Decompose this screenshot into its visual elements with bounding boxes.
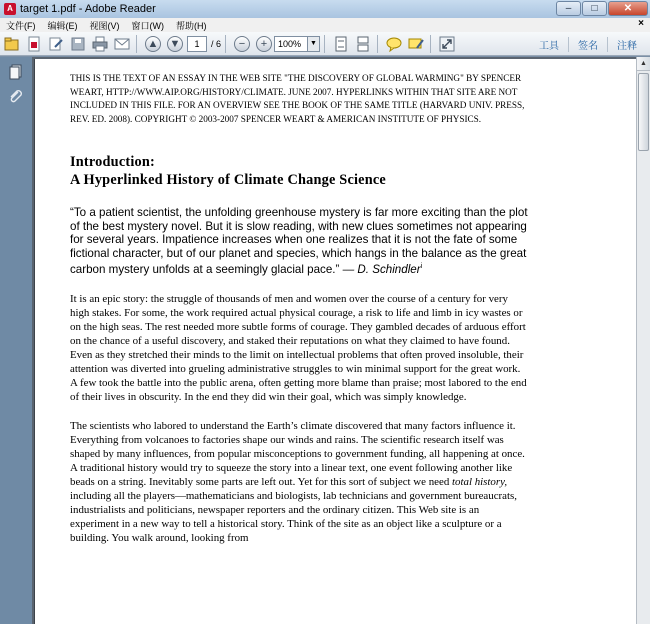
edit-icon[interactable] [46,34,66,54]
tools-panel-button[interactable]: 工具 [539,40,559,52]
email-icon[interactable] [112,34,132,54]
scroll-thumb[interactable] [638,73,649,151]
close-button[interactable]: ✕ [608,1,648,16]
attachments-icon[interactable] [6,87,26,107]
paragraph-1: It is an epic story: the struggle of thousands of men and women over the course of a century for very high stakes. For some, the work required actual physical courage, a risk to life and limb in icy wastes or on the high seas. The rest needed more subtle forms of courage. They gambled decades of arduous effort on the chance of a useful discovery, and staked their reputations on what they claimed to have found. Even as they stretched their minds to the limit on intellectual problems that often proved insoluble, their attention was diverted into grueling administrative struggles to win minimal support for the great work. A few took the battle into the public arena, often getting more blame than praise; most labored to the end of their lives in obscurity. In the end they did win their goal, which was simply knowledge. [70,292,527,403]
save-icon[interactable] [68,34,88,54]
window-title: target 1.pdf - Adobe Reader [20,3,156,15]
quote-author: — D. Schindler [342,263,421,277]
create-pdf-icon[interactable] [24,34,44,54]
paragraph-2-continued: including all the players—mathematicians and biologists, lab technicians and government bureaucrats, industrialists and politicians, newspaper reporters and the ordinary citizen. This Web site is an experiment in a new way to tell a historical story. Think of the site as an object like a sculpture or a building. You walk around, looking from [70,489,517,544]
toolbar-divider [430,35,431,53]
adobe-reader-icon: A [4,3,16,15]
page-number-input[interactable] [187,36,207,52]
toolbar-divider [377,35,378,53]
epigraph-quote [70,206,528,277]
navigation-sidebar [0,57,32,624]
menu-file[interactable]: 文件(F) [6,20,36,31]
toolbar-divider [324,35,325,53]
window-controls [556,1,648,16]
comment-icon[interactable] [384,34,404,54]
previous-page-icon[interactable]: ▲ [143,34,163,54]
menu-view[interactable]: 视图(V) [89,20,120,31]
menu-help[interactable]: 帮助(H) [176,20,207,31]
comment-panel-button[interactable]: 注释 [607,37,646,52]
menu-edit[interactable]: 编辑(E) [47,20,78,31]
print-icon[interactable] [90,34,110,54]
next-page-icon[interactable]: ▼ [165,34,185,54]
menu-window[interactable]: 窗口(W) [131,20,164,31]
highlight-icon[interactable] [406,34,426,54]
minimize-button[interactable]: – [556,1,581,16]
close-document-button[interactable]: × [638,18,644,29]
chevron-down-icon[interactable]: ▼ [308,36,320,52]
heading-line-1: Introduction: [70,154,155,170]
paragraph-2 [70,419,528,545]
vertical-scrollbar[interactable] [636,57,650,624]
toolbar-divider [225,35,226,53]
page-heading [70,153,528,189]
sign-panel-button[interactable]: 签名 [568,37,607,52]
scrolling-mode-icon[interactable] [353,34,373,54]
title-bar [0,0,650,18]
zoom-out-icon[interactable]: − [232,34,252,54]
zoom-in-icon[interactable]: + [254,34,274,54]
footnote-marker[interactable]: i [420,263,423,271]
toolbar [0,32,650,56]
menu-bar [0,18,650,32]
right-panels [530,32,646,56]
page-thumbnails-icon[interactable] [6,62,26,82]
open-icon[interactable] [2,34,22,54]
scroll-up-icon[interactable]: ▲ [637,57,650,71]
maximize-button[interactable]: □ [582,1,607,16]
paragraph-2-emphasis: total history, [452,475,508,488]
full-screen-icon[interactable] [437,34,457,54]
heading-line-2: A Hyperlinked History of Climate Change Science [70,172,386,188]
toolbar-divider [136,35,137,53]
quote-text: “To a patient scientist, the unfolding greenhouse mystery is far more exciting than the plot of the best mystery novel. But it is slow reading, with new clues sometimes not appearing for several years. Impatience increases when one realizes that it is not the fate of some fictional character, but of our planet and species, which hangs in the balance as the great carbon mystery unfolds at a seemingly glacial pace.” [70,206,528,277]
zoom-level-select[interactable]: 100% [274,36,308,52]
fit-page-icon[interactable] [331,34,351,54]
page-total: / 6 [211,38,222,49]
copyright-note: THIS IS THE TEXT OF AN ESSAY IN THE WEB SITE "THE DISCOVERY OF GLOBAL WARMING" BY SPENCER WEART, HTTP://WWW.AIP.ORG/HISTORY/CLIMATE. JUNE 2007. HYPERLINKS WITHIN THAT SITE ARE NOT INCLUDED IN THIS FILE. FOR AN OVERVIEW SEE THE BOOK OF THE SAME TITLE (HARVARD UNIV. PRESS, REV. ED. 2008). COPYRIGHT © 2003-2007 SPENCER WEART & AMERICAN INSTITUTE OF PHYSICS. [70,73,525,124]
page-content [70,72,528,545]
paragraph-2-text: The scientists who labored to understand the Earth’s climate discovered that many factors influence it. Everything from volcanoes to factories shape our winds and rains. The scientific research itself was shaped by many influences, from popular misconceptions to government funding, all happening at once. A traditional history would try to squeeze the story into a linear text, one event following another like beads on a string. Inevitably some parts are left out. Yet for this sort of subject we need [70,419,525,488]
